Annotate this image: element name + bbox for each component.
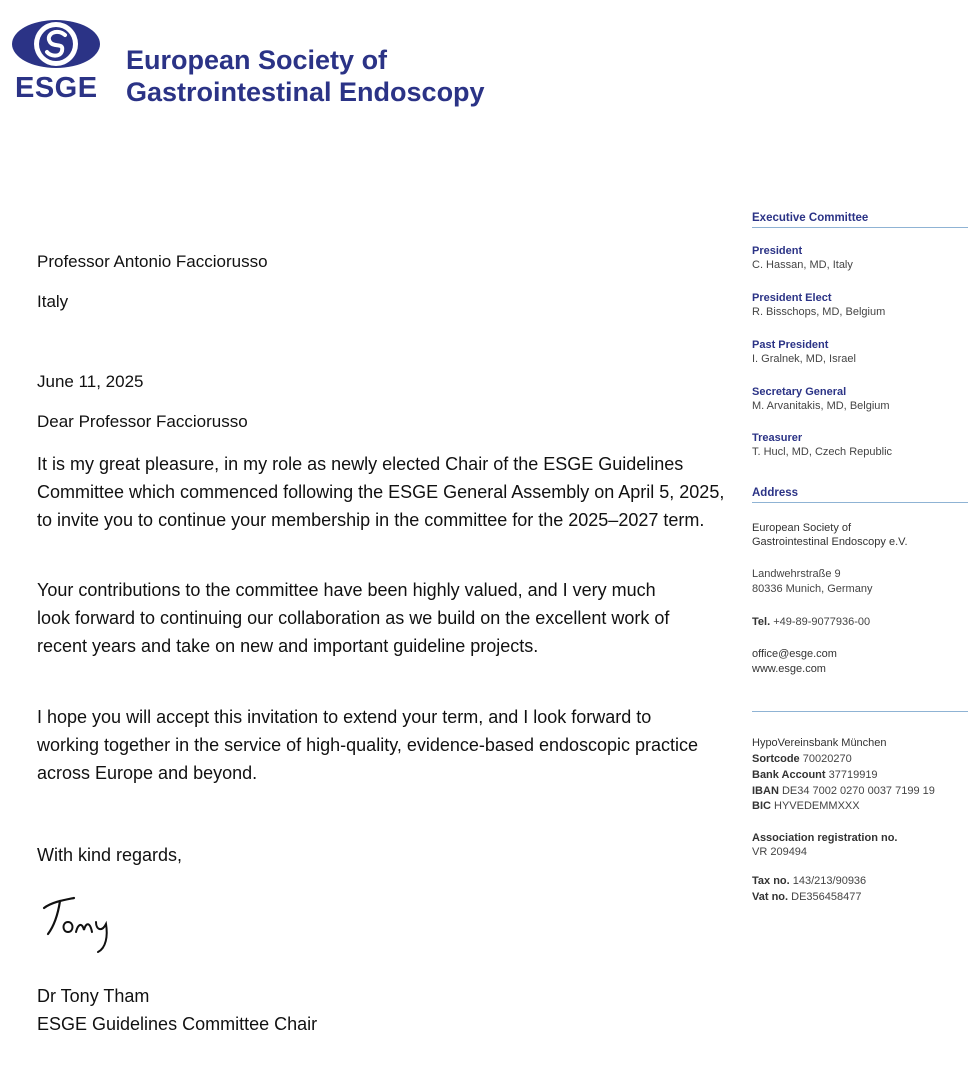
tax-value: 143/213/90936: [792, 875, 867, 887]
committee-role: President: [752, 245, 803, 257]
committee-country: Italy: [832, 259, 853, 271]
salutation: Dear Professor Facciorusso: [37, 412, 248, 431]
iban-label: IBAN: [752, 785, 779, 797]
organization-name: [126, 44, 485, 108]
committee-role: Past President: [752, 339, 829, 351]
committee-member: [752, 338, 856, 366]
committee-name: T. Hucl, MD,: [752, 446, 812, 458]
committee-member: [752, 385, 890, 413]
body-paragraph: Your contributions to the committee have been highly valued, and I very much look forward to continuing our collaboration as we build on the excellent work of recent years and take on new and important guideline projects.: [37, 580, 670, 656]
committee-role: Secretary General: [752, 386, 847, 398]
vat-number: [752, 890, 861, 904]
bic-label: BIC: [752, 800, 771, 812]
address-heading: Address: [752, 487, 799, 499]
signature-image: [38, 888, 128, 958]
org-name-line1: European Society of: [126, 45, 388, 75]
committee-name: I. Gralnek, MD,: [752, 353, 826, 365]
sortcode: [752, 752, 852, 766]
assoc-value: VR 209494: [752, 846, 808, 858]
tax-label: Tax no.: [752, 875, 790, 887]
association-registration: [752, 831, 897, 859]
committee-name: C. Hassan, MD,: [752, 259, 830, 271]
sortcode-label: Sortcode: [752, 753, 800, 765]
assoc-label: Association registration no.: [752, 832, 898, 844]
org-name-line2: Gastrointestinal Endoscopy: [126, 77, 485, 107]
tel-value: +49-89-9077936-00: [773, 616, 871, 628]
account-label: Bank Account: [752, 769, 826, 781]
committee-country: Belgium: [849, 400, 890, 412]
bank-name: HypoVereinsbank München: [752, 737, 887, 749]
tel-label: Tel.: [752, 616, 771, 628]
signer-name: Dr Tony Tham: [37, 986, 150, 1006]
divider: [752, 502, 968, 503]
committee-role: President Elect: [752, 292, 832, 304]
sortcode-value: 70020270: [802, 753, 852, 765]
vat-value: DE356458477: [791, 891, 862, 903]
vat-label: Vat no.: [752, 891, 789, 903]
committee-country: Belgium: [845, 306, 886, 318]
committee-country: Israel: [829, 353, 856, 365]
logo-acronym: ESGE: [15, 72, 98, 104]
committee-name: M. Arvanitakis, MD,: [752, 400, 847, 412]
address-org-line1: European Society of: [752, 522, 852, 534]
iban-value: DE34 7002 0270 0037 7199 19: [781, 785, 935, 797]
account-value: 37719919: [828, 769, 878, 781]
bic: [752, 799, 860, 813]
committee-member: [752, 291, 885, 319]
address-city: 80336 Munich, Germany: [752, 583, 873, 595]
committee-role: Treasurer: [752, 432, 803, 444]
email[interactable]: office@esge.com: [752, 648, 837, 660]
bank-account: [752, 768, 878, 782]
esge-logo-icon: [10, 18, 102, 78]
divider: [752, 711, 968, 712]
website[interactable]: www.esge.com: [752, 663, 826, 675]
tax-number: [752, 874, 866, 888]
address-street: Landwehrstraße 9: [752, 568, 841, 580]
executive-committee-heading: Executive Committee: [752, 212, 869, 224]
body-paragraph: It is my great pleasure, in my role as newly elected Chair of the ESGE Guidelines Committee which commenced following the ESGE General Assembly on April 5, 2025, to invite you to continue your membership in the committee for the 2025–2027 term.: [37, 454, 725, 530]
recipient-country: Italy: [37, 292, 69, 311]
committee-name: R. Bisschops, MD,: [752, 306, 843, 318]
iban: [752, 784, 935, 798]
committee-member: [752, 244, 853, 272]
telephone: [752, 615, 870, 629]
address-org-line2: Gastrointestinal Endoscopy e.V.: [752, 536, 908, 548]
address-org: [752, 521, 908, 549]
bic-value: HYVEDEMMXXX: [774, 800, 860, 812]
divider: [752, 227, 968, 228]
recipient-name: Professor Antonio Facciorusso: [37, 252, 268, 271]
committee-member: [752, 431, 892, 459]
letter-date: June 11, 2025: [37, 372, 144, 391]
closing: With kind regards,: [37, 845, 183, 865]
body-paragraph: I hope you will accept this invitation to extend your term, and I look forward to working together in the service of high-quality, evidence-based endoscopic practice across Europe and beyond.: [37, 707, 699, 783]
signer-title: ESGE Guidelines Committee Chair: [37, 1014, 318, 1034]
committee-country: Czech Republic: [814, 446, 893, 458]
